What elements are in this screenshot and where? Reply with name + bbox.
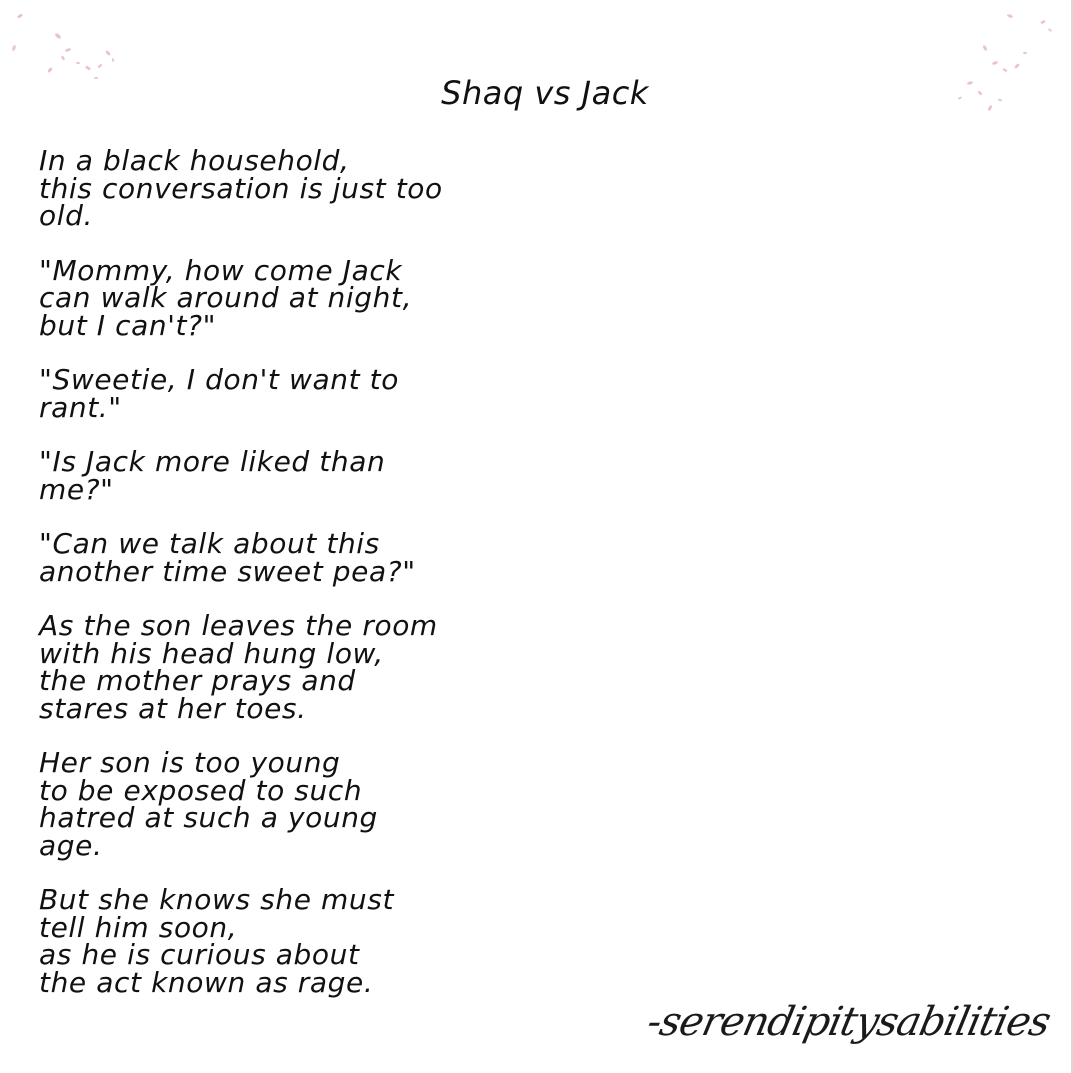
poem-line: In a black household, <box>39 144 350 177</box>
poem-line: to be exposed to such <box>39 773 363 807</box>
stanza <box>39 253 599 342</box>
poem-line: Her son is too young <box>39 746 341 779</box>
poem-title: Shaq vs Jack <box>441 74 649 112</box>
poem-line: can walk around at night, <box>39 281 413 314</box>
poem-line: another time sweet pea?" <box>39 554 416 588</box>
poem-line: hatred at such a young <box>39 801 378 834</box>
stanza <box>39 445 599 506</box>
poem-line: but I can't?" <box>39 308 217 342</box>
poem-line: with his head hung low, <box>39 636 384 670</box>
poem-line: me?" <box>39 472 114 506</box>
poem-line: stares at her toes. <box>39 691 307 725</box>
poem-line: rant." <box>39 390 122 424</box>
stanza <box>39 527 599 588</box>
poem-line: the mother prays and <box>39 664 356 697</box>
stanza <box>39 609 599 725</box>
poem-line: the act known as rage. <box>39 965 374 999</box>
poem-line: tell him soon, <box>39 910 238 944</box>
poem-line: "Mommy, how come Jack <box>39 253 403 287</box>
stanza <box>39 144 599 232</box>
poem-line: age. <box>39 828 103 862</box>
poem-line: old. <box>39 199 93 232</box>
author-signature: -serendipitysabilities <box>642 999 1054 1045</box>
stanza <box>39 363 599 424</box>
poem-line: "Is Jack more liked than <box>39 445 386 478</box>
poem-line: this conversation is just too <box>39 171 443 205</box>
stanza <box>39 883 599 999</box>
stanza <box>39 746 599 862</box>
poem-line: as he is curious about <box>39 938 360 971</box>
poem-line: "Sweetie, I don't want to <box>39 363 399 396</box>
poem-line: As the son leaves the room <box>39 609 438 642</box>
poem-line: "Can we talk about this <box>39 527 380 560</box>
poem-body <box>39 144 599 999</box>
poem-line: But she knows she must <box>39 883 395 916</box>
